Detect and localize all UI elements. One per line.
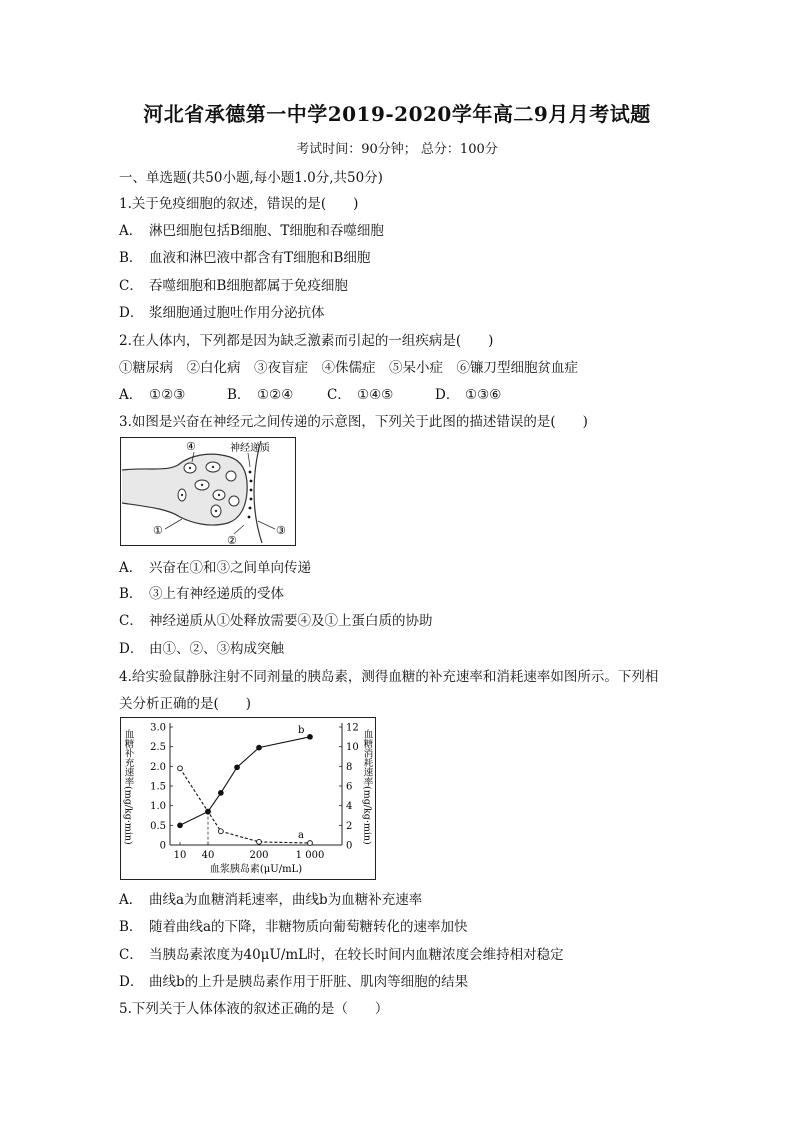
x-tick-label: 40 (201, 850, 215, 861)
label-3: ③ (276, 524, 286, 537)
y-left-tick-label: 1.5 (150, 781, 166, 793)
series-b-point (308, 734, 313, 739)
x-axis-label: 血浆胰岛素(μU/mL) (209, 864, 303, 875)
question-1-stem: 1.关于免疫细胞的叙述，错误的是( ) (119, 196, 359, 212)
y-right-tick-label: 2 (346, 820, 353, 832)
y-left-tick-label: 2.0 (150, 761, 166, 773)
section-heading: 一、单选题(共50小题,每小题1.0分,共50分) (119, 170, 383, 186)
series-b-point (178, 823, 183, 828)
q1-option-d: D． 浆细胞通过胞吐作用分泌抗体 (119, 305, 325, 321)
x-tick-label: 200 (249, 850, 269, 861)
y-right-tick-label: 12 (346, 722, 359, 734)
q3-option-c: C． 神经递质从①处释放需要④及①上蛋白质的协助 (119, 613, 433, 629)
y-axis-label-right: 血糖消耗速率(mg/kg·min) (361, 729, 373, 845)
q4-option-b: B． 随着曲线a的下降，非糖物质向葡萄糖转化的速率加快 (119, 919, 468, 935)
q3-option-a: A． 兴奋在①和③之间单向传递 (119, 560, 311, 576)
y-left-tick-label: 0.5 (150, 820, 166, 832)
series-a-point (218, 829, 223, 834)
x-tick-label: 1 000 (295, 850, 325, 861)
y-left-tick-label: 2.5 (150, 742, 166, 754)
question-5-stem: 5.下列关于人体体液的叙述正确的是（ ） (119, 1001, 389, 1017)
q4-option-a: A． 曲线a为血糖消耗速率，曲线b为血糖补充速率 (119, 892, 423, 908)
question-2-stem: 2.在人体内，下列都是因为缺乏激素而引起的一组疾病是( ) (119, 333, 494, 349)
series-a-point (257, 839, 262, 844)
q4-option-c: C． 当胰岛素浓度为40μU/mL时，在较长时间内血糖浓度会维持相对稳定 (119, 947, 564, 963)
label-1: ① (153, 524, 163, 537)
series-a-point (308, 841, 313, 846)
q2-option-a: A． ①②③ (119, 387, 186, 403)
q3-option-b: B． ③上有神经递质的受体 (119, 586, 284, 602)
y-left-tick-label: 3.0 (150, 722, 166, 734)
synapse-diagram (120, 437, 296, 546)
series-a-label: a (298, 830, 304, 842)
label-neurotransmitter: 神经递质 (230, 443, 270, 454)
label-4: ④ (186, 440, 196, 453)
q1-option-a: A． 淋巴细胞包括B细胞、T细胞和吞噬细胞 (119, 223, 384, 239)
series-a-point (178, 766, 183, 771)
y-right-tick-label: 6 (346, 781, 353, 793)
x-tick-label: 10 (173, 850, 187, 861)
exam-info: 考试时间：90分钟； 总分：100分 (296, 142, 498, 157)
y-right-tick-label: 8 (346, 761, 353, 773)
q4-option-d: D． 曲线b的上升是胰岛素作用于肝脏、肌肉等细胞的结果 (119, 974, 469, 990)
q2-option-d: D． ①③⑥ (435, 387, 502, 403)
series-b-point (235, 765, 240, 770)
q2-option-c: C． ①④⑤ (327, 387, 394, 403)
glucose-rate-chart (120, 717, 376, 880)
q3-option-d: D． 由①、②、③构成突触 (119, 641, 284, 657)
question-2-items: ①糖尿病 ②白化病 ③夜盲症 ④侏儒症 ⑤呆小症 ⑥镰刀型细胞贫血症 (119, 360, 578, 376)
q1-option-b: B． 血液和淋巴液中都含有T细胞和B细胞 (119, 250, 371, 266)
q2-option-b: B． ①②④ (227, 387, 294, 403)
question-4-stem-line2: 关分析正确的是( ) (119, 696, 252, 712)
y-right-tick-label: 0 (346, 840, 353, 852)
series-b-point (218, 790, 223, 795)
label-2: ② (227, 534, 237, 546)
y-left-tick-label: 1.0 (150, 801, 166, 813)
y-left-tick-label: 0 (159, 840, 166, 852)
q1-option-c: C． 吞噬细胞和B细胞都属于免疫细胞 (119, 278, 348, 294)
question-4-stem-line1: 4.给实验鼠静脉注射不同剂量的胰岛素，测得血糖的补充速率和消耗速率如图所示。下列相 (119, 669, 659, 685)
series-b-point (257, 745, 262, 750)
y-axis-label-left: 血糖补充速率(mg/kg·min) (122, 729, 134, 845)
page-title: 河北省承德第一中学2019-2020学年高二9月月考试题 (143, 102, 651, 126)
y-right-tick-label: 10 (346, 742, 359, 754)
y-right-tick-label: 4 (346, 801, 353, 813)
series-b-point (206, 809, 211, 814)
question-3-stem: 3.如图是兴奋在神经元之间传递的示意图，下列关于此图的描述错误的是( ) (119, 414, 588, 430)
q2-options (119, 383, 501, 403)
series-b-label: b (298, 724, 305, 736)
